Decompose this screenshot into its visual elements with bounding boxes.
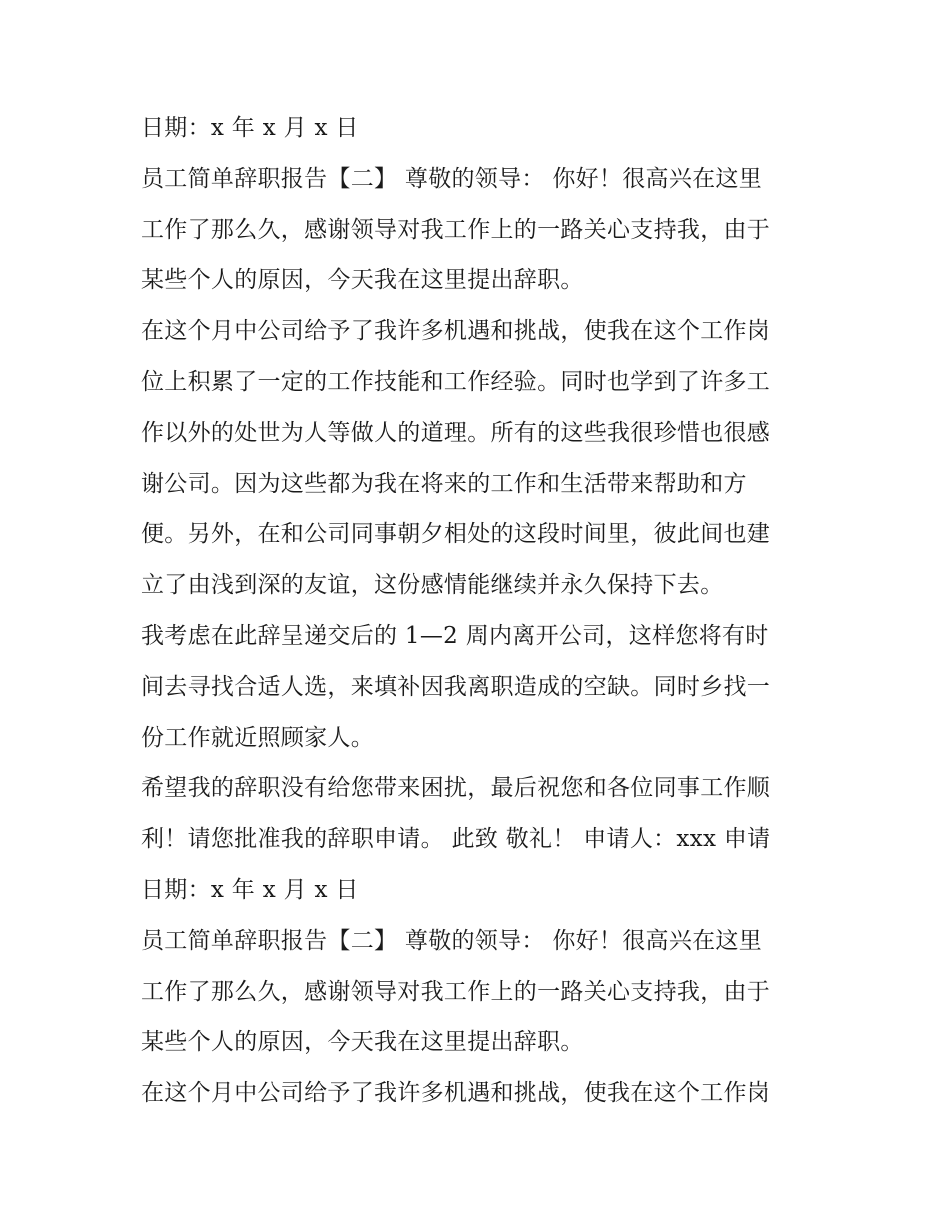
text-line: 希望我的辞职没有给您带来困扰，最后祝您和各位同事工作顺 (141, 775, 771, 802)
text-line: 员工简单辞职报告【二】 尊敬的领导： 你好！很高兴在这里 (141, 927, 763, 954)
text-line: 谢公司。因为这些都为我在将来的工作和生活带来帮助和方 (141, 470, 747, 497)
text-line: 利！请您批准我的辞职申请。 此致 敬礼！ 申请人：xxx 申请 (141, 826, 771, 853)
text-line: 某些个人的原因，今天我在这里提出辞职。 (141, 1029, 584, 1056)
text-line-date: 日期：x 年 x 月 x 日 (141, 876, 359, 903)
text-line: 作以外的处世为人等做人的道理。所有的这些我很珍惜也很感 (141, 419, 771, 446)
text-line: 位上积累了一定的工作技能和工作经验。同时也学到了许多工 (141, 368, 771, 395)
text-line: 在这个月中公司给予了我许多机遇和挑战，使我在这个工作岗 (141, 1080, 771, 1107)
text-line: 间去寻找合适人选，来填补因我离职造成的空缺。同时乡找一 (141, 673, 771, 700)
text-line: 份工作就近照顾家人。 (141, 724, 374, 751)
text-line: 便。另外，在和公司同事朝夕相处的这段时间里，彼此间也建 (141, 521, 771, 548)
text-line: 立了由浅到深的友谊，这份感情能继续并永久保持下去。 (141, 572, 724, 599)
text-line-date: 日期：x 年 x 月 x 日 (141, 115, 359, 141)
text-line: 员工简单辞职报告【二】 尊敬的领导： 你好！很高兴在这里 (141, 165, 763, 192)
text-line: 工作了那么久，感谢领导对我工作上的一路关心支持我，由于 (141, 978, 771, 1005)
text-line: 在这个月中公司给予了我许多机遇和挑战，使我在这个工作岗 (141, 318, 771, 345)
text-line: 工作了那么久，感谢领导对我工作上的一路关心支持我，由于 (141, 216, 771, 243)
document-body (141, 103, 821, 1119)
text-line: 我考虑在此辞呈递交后的 1—2 周内离开公司，这样您将有时 (141, 622, 769, 649)
text-line: 某些个人的原因，今天我在这里提出辞职。 (141, 267, 584, 294)
